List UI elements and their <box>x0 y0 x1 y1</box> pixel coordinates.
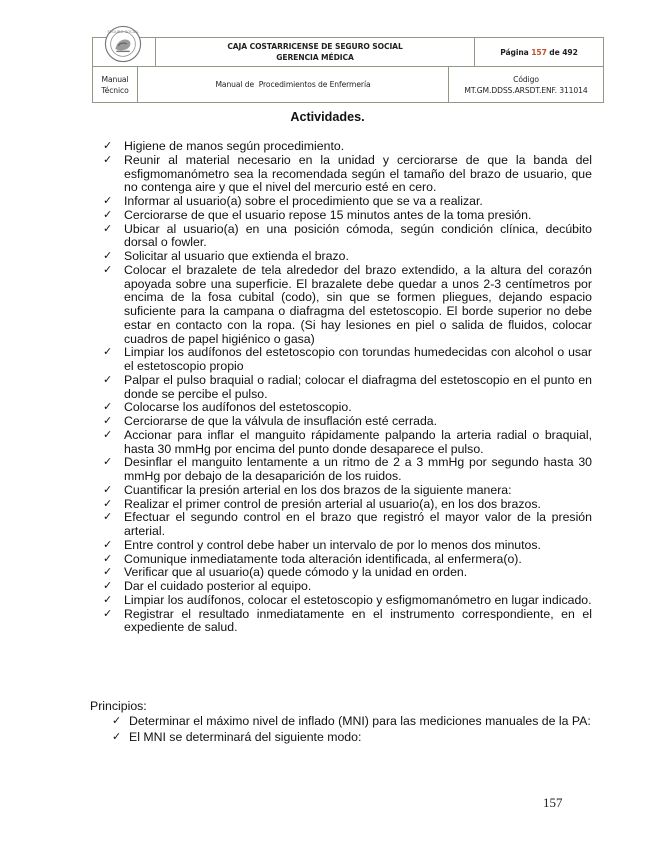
list-item <box>103 207 592 223</box>
list-item <box>103 482 592 498</box>
institution-cell <box>156 38 474 66</box>
list-item <box>103 606 592 636</box>
list-item-text: Cuantificar la presión arterial en los dos brazos de la siguiente manera: <box>124 482 512 497</box>
list-item-text: Determinar el máximo nivel de inflado (MNI) para las mediciones manuales de la PA: <box>129 714 591 728</box>
code-value: MT.GM.DDSS.ARSDT.ENF. 311014 <box>464 85 588 95</box>
list-item <box>103 551 592 567</box>
doc-type-cell <box>93 67 137 102</box>
checkmark-icon: ✓ <box>103 208 113 221</box>
checkmark-icon: ✓ <box>103 222 113 235</box>
manual-title-cell <box>138 67 448 102</box>
checkmark-icon: ✓ <box>103 497 113 510</box>
list-item <box>103 455 592 484</box>
document-header-table <box>92 29 604 102</box>
list-item-text: Comunique inmediatamente toda alteración identificada, al enfermera(o). <box>124 551 522 566</box>
seguro-social-seal-icon <box>104 25 142 63</box>
list-item-text: Cerciorarse de que el usuario repose 15 minutos antes de la toma presión. <box>124 207 532 222</box>
list-item-text: Ubicar al usuario(a) en una posición cómoda, según condición clínica, decúbito dorsal o fowler. <box>124 221 592 250</box>
list-item <box>103 372 592 402</box>
list-item-text: Realizar el primer control de presión arterial al usuario(a), en los dos brazos. <box>124 496 541 511</box>
list-item-text: Efectuar el segundo control en el brazo que registró el mayor valor de la presión arterial. <box>124 510 592 538</box>
list-item <box>103 592 592 608</box>
list-item-text: Registrar el resultado inmediatamente en el instrumento correspondiente, en el expediente de salud. <box>124 606 592 635</box>
principles-label: Principios: <box>90 699 147 713</box>
list-item <box>103 194 592 209</box>
page-indicator-cell <box>475 38 603 66</box>
list-item <box>103 565 592 580</box>
list-item-text: Limpiar los audífonos, colocar el estetoscopio y esfigmomanómetro en lugar indicado. <box>124 592 592 607</box>
page-label-prefix: Página <box>500 47 532 57</box>
list-item <box>112 714 591 729</box>
checkmark-icon: ✓ <box>103 593 113 606</box>
list-item-text: Cerciorarse de que la válvula de insuflación esté cerrada. <box>124 414 438 428</box>
list-item-text: Colocar el brazalete de tela alrededor del brazo extendido, a la altura del corazón apoyada sobre una superficie. El brazalete debe quedar a unos 2-3 centímetros por encima de la fosa cubital (codo), sin que se formen pliegues, dejando espacio suficiente para la campana o diafragma del estetoscopio. El borde superior no debe estar en contacto con la ropa. (Si hay lesiones en piel o salida de fluidos, colocar cuadros de papel higiénico o gasa) <box>124 262 592 346</box>
doc-type-line1: Manual <box>101 74 129 84</box>
list-item-text: Verificar que al usuario(a) quede cómodo y la unidad en orden. <box>124 565 468 580</box>
header-border-bottom <box>92 102 604 103</box>
doc-type-line2: Técnico <box>101 85 129 95</box>
code-label: Código <box>513 74 539 84</box>
checkmark-icon: ✓ <box>103 566 113 579</box>
checkmark-icon: ✓ <box>103 153 113 166</box>
list-item-text: Solicitar al usuario que extienda el brazo. <box>124 249 349 263</box>
page-current: 157 <box>531 47 547 57</box>
checkmark-icon: ✓ <box>112 715 122 727</box>
list-item <box>103 427 592 457</box>
activities-list <box>103 139 592 635</box>
list-item-text: El MNI se determinará del siguiente modo: <box>129 729 362 744</box>
principles-list <box>112 714 591 747</box>
checkmark-icon: ✓ <box>103 538 113 551</box>
list-item <box>103 152 592 195</box>
list-item-text: Desinflar el manguito lentamente a un ritmo de 2 a 3 mmHg por segundo hasta 30 mmHg por debajo de la desaparición de los ruidos. <box>124 455 592 483</box>
header-border-right <box>603 37 604 103</box>
department-name: GERENCIA MÉDICA <box>276 53 354 62</box>
checkmark-icon: ✓ <box>112 730 122 743</box>
checkmark-icon: ✓ <box>103 607 113 620</box>
list-item-text: Colocarse los audífonos del estetoscopio. <box>124 400 352 415</box>
svg-text:SEGURO SOCIAL: SEGURO SOCIAL <box>107 29 139 35</box>
list-item <box>103 496 592 512</box>
list-item <box>103 414 592 429</box>
list-item-text: Palpar el pulso braquial o radial; colocar el diafragma del estetoscopio en el punto en donde se percibe el pulso. <box>124 372 592 401</box>
institution-name: CAJA COSTARRICENSE DE SEGURO SOCIAL <box>227 42 403 51</box>
checkmark-icon: ✓ <box>103 140 113 152</box>
list-item-text: Reunir al material necesario en la unidad y cerciorarse de que la banda del esfigmomanómetro sea la recomendada según el tamaño del brazo de usuario, que no contenga aire y que el nivel del mercurio esté en cero. <box>124 152 592 195</box>
checkmark-icon: ✓ <box>103 456 113 469</box>
list-item-text: Informar al usuario(a) sobre el procedimiento que se va a realizar. <box>124 194 483 208</box>
checkmark-icon: ✓ <box>103 195 113 207</box>
checkmark-icon: ✓ <box>103 415 113 427</box>
page-label-total: de 492 <box>546 47 578 57</box>
checkmark-icon: ✓ <box>103 263 113 276</box>
checkmark-icon: ✓ <box>103 250 113 262</box>
list-item-text: Accionar para inflar el manguito rápidamente palpando la arteria radial o braquial, hasta 30 mmHg por encima del punto donde desaparece el pulso. <box>124 427 592 456</box>
checkmark-icon: ✓ <box>103 373 113 386</box>
list-item <box>103 262 592 347</box>
list-item <box>112 729 591 745</box>
code-cell <box>449 67 603 102</box>
footer-page-number: 157 <box>543 795 563 810</box>
checkmark-icon: ✓ <box>103 580 113 592</box>
list-item-text: Higiene de manos según procedimiento. <box>124 139 345 153</box>
list-item <box>103 345 592 374</box>
checkmark-icon: ✓ <box>103 401 113 414</box>
list-item <box>103 510 592 539</box>
manual-title: Manual de Procedimientos de Enfermería <box>215 80 371 89</box>
checkmark-icon: ✓ <box>103 483 113 496</box>
list-item <box>103 579 592 594</box>
list-item <box>103 221 592 251</box>
checkmark-icon: ✓ <box>103 428 113 441</box>
section-title: Actividades. <box>290 110 365 124</box>
list-item-text: Limpiar los audífonos del estetoscopio con torundas humedecidas con alcohol o usar el estetoscopio propio <box>124 345 592 373</box>
list-item <box>103 139 592 154</box>
checkmark-icon: ✓ <box>103 511 113 524</box>
list-item-text: Dar el cuidado posterior al equipo. <box>124 579 312 593</box>
list-item-text: Entre control y control debe haber un intervalo de por lo menos dos minutos. <box>124 537 541 552</box>
checkmark-icon: ✓ <box>103 346 113 359</box>
checkmark-icon: ✓ <box>103 552 113 565</box>
list-item <box>103 249 592 264</box>
list-item <box>103 537 592 553</box>
list-item <box>103 400 592 415</box>
